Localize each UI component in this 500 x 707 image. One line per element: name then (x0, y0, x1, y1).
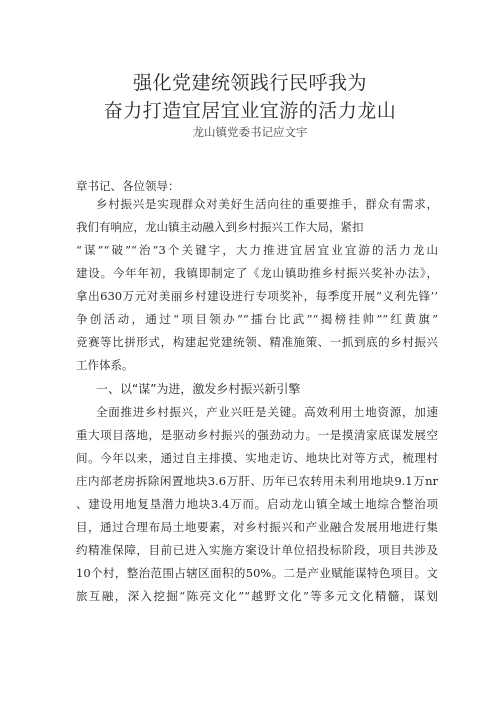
paragraph-2-line: 重大项目落地，是驱动乡村振兴的强劲动力。一是摸清家底谋发展空 (76, 428, 438, 442)
section-1-heading: 一、以“谋”为进，激发乡村振兴新引擎 (96, 382, 301, 396)
paragraph-2-line: 目，通过合理布局土地要素，对乡村振兴和产业融合发展用地进行集 (76, 520, 438, 534)
paragraph-2-line: 、建设用地复垦潜力地块3.4万而。启动龙山镇全域土地综合整治项 (76, 497, 438, 511)
paragraph-1-line: 乡村振兴是实现群众对美好生活向往的重要推手，群众有需求， (96, 197, 438, 211)
paragraph-1-line: “谋”“破”“治”3个关键字，大力推进宜居宜业宜游的活力龙山 (76, 243, 438, 257)
paragraph-2-line: 庄内部老房拆除闲置地块3.6万肝、历年已农转用未利用地块9.1万nr (76, 474, 438, 488)
document-title-line-2: 奋力打造宜居宜业宜游的活力龙山 (103, 100, 397, 122)
paragraph-1-line: 竞赛等比拼形式，构建起党建统领、精准施策、一抓到底的乡村振兴 (76, 335, 438, 349)
paragraph-2-line: 间。今年以来，通过自主排摸、实地走访、地块比对等方式，梳理村 (76, 451, 438, 465)
paragraph-1-line: 工作体系。 (76, 358, 134, 372)
paragraph-2-line: 10个村，整治范围占辖区面积的50%。二是产业赋能谋特色项目。文 (76, 566, 438, 580)
greeting: 章书记、各位领导： (76, 179, 180, 193)
paragraph-1-line: 争创活动，通过“项目领办”“擂台比武”“揭榜挂帅”“红黄旗” (76, 312, 438, 326)
document-author: 龙山镇党委书记应文宇 (192, 125, 308, 139)
paragraph-1-line: 我们有响应，龙山镇主动融入到乡村振兴工作大局，紧扣 (76, 220, 364, 234)
paragraph-1-line: 拿出630万元对美丽乡村建设进行专项奖补，每季度开展“义利先锋’’ (76, 289, 438, 303)
paragraph-2-line: 旅互融，深入挖掘“陈亮文化”“越野文化”等多元文化精髓，谋划 (76, 589, 438, 603)
paragraph-2-line: 全面推进乡村振兴，产业兴旺是关键。高效利用土地资源，加速 (96, 405, 438, 419)
document-title-line-1: 强化党建统领践行民呼我为 (132, 72, 367, 94)
paragraph-1-line: 建设。今年年初，我镇即制定了《龙山镇助推乡村振兴奖补办法》， (76, 266, 438, 280)
paragraph-2-line: 约精准保障，目前已进入实施方案设计单位招投标阶段，项目共涉及 (76, 543, 438, 557)
